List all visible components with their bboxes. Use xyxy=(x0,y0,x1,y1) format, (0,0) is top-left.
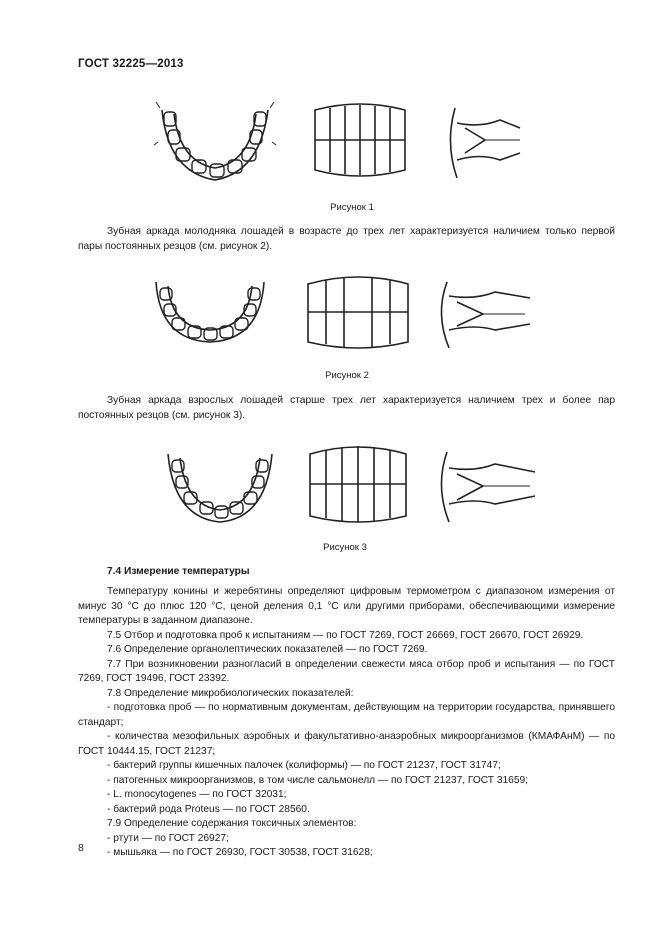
paragraph-figure-3-description xyxy=(78,394,615,423)
paragraph-7-8: 7.8 Определение микробиологических показателей: xyxy=(107,687,354,699)
standard-header: ГОСТ 32225—2013 xyxy=(78,58,184,70)
figure-1-teeth-illustration xyxy=(150,92,530,192)
list-item: - L. monocytogenes — по ГОСТ 32031; xyxy=(107,789,287,800)
list-item: - бактерий рода Proteus — по ГОСТ 28560. xyxy=(107,803,310,815)
figure-1-drawing xyxy=(150,92,530,192)
section-heading-7-4: 7.4 Измерение температуры xyxy=(107,566,250,577)
list-item: - патогенных микроорганизмов, в том числе сальмонелл — по ГОСТ 21237, ГОСТ 31659; xyxy=(107,774,528,786)
figure-3-caption: Рисунок 3 xyxy=(323,542,367,553)
paragraph-7-5: 7.5 Отбор и подготовка проб к испытаниям — по ГОСТ 7269, ГОСТ 26669, ГОСТ 26670, ГОСТ 26929. xyxy=(107,629,584,641)
list-item: - подготовка проб — по нормативным документам, действующим на территории государства, принявшего стандарт; xyxy=(78,702,615,728)
paragraph-7-4: Температуру конины и жеребятины определяют цифровым термометром с диапазоном измерения от минус 30 °С до плюс 120 °С, ценой деления 0,1 °С или другими приборами, обеспечивающими измерение температуры в заданном диапазоне. xyxy=(78,586,615,626)
paragraph-text: Зубная аркада взрослых лошадей старше трех лет характеризуется наличием трех и более пар постоянных резцов (см. рисунок 3). xyxy=(78,395,615,421)
list-item: - ртути — по ГОСТ 26927; xyxy=(107,832,229,844)
figure-1-caption: Рисунок 1 xyxy=(330,202,374,213)
paragraph-7-6: 7.6 Определение органолептических показателей — по ГОСТ 7269. xyxy=(107,644,428,655)
figure-3-drawing xyxy=(160,438,540,533)
figure-2-caption: Рисунок 2 xyxy=(325,370,369,381)
paragraph-7-9: 7.9 Определение содержания токсичных элементов: xyxy=(107,818,357,829)
list-item: - бактерий группы кишечных палочек (колиформы) — по ГОСТ 21237, ГОСТ 31747; xyxy=(107,760,501,771)
figure-2-drawing xyxy=(150,268,550,358)
list-item: - мышьяка — по ГОСТ 26930, ГОСТ 30538, ГОСТ 31628; xyxy=(107,847,373,858)
figure-3-teeth-illustration xyxy=(160,438,540,533)
paragraph-text: Зубная аркада молодняка лошадей в возрасте до трех лет характеризуется наличием только первой пары постоянных резцов (см. рисунок 2). xyxy=(78,226,615,252)
paragraph-figure-2-description xyxy=(78,225,615,254)
paragraph-7-7: 7.7 При возникновении разногласий в определении свежести мяса отбор проб и испытания — по ГОСТ 7269, ГОСТ 19496, ГОСТ 23392. xyxy=(78,658,615,684)
list-item: - количества мезофильных аэробных и факультативно-анаэробных микроорганизмов (КМАФАнМ) — по ГОСТ 10444.15, ГОСТ 21237; xyxy=(78,731,615,757)
section-7-body xyxy=(78,585,615,861)
figure-2-teeth-illustration xyxy=(150,268,550,358)
page-number: 8 xyxy=(78,842,84,854)
